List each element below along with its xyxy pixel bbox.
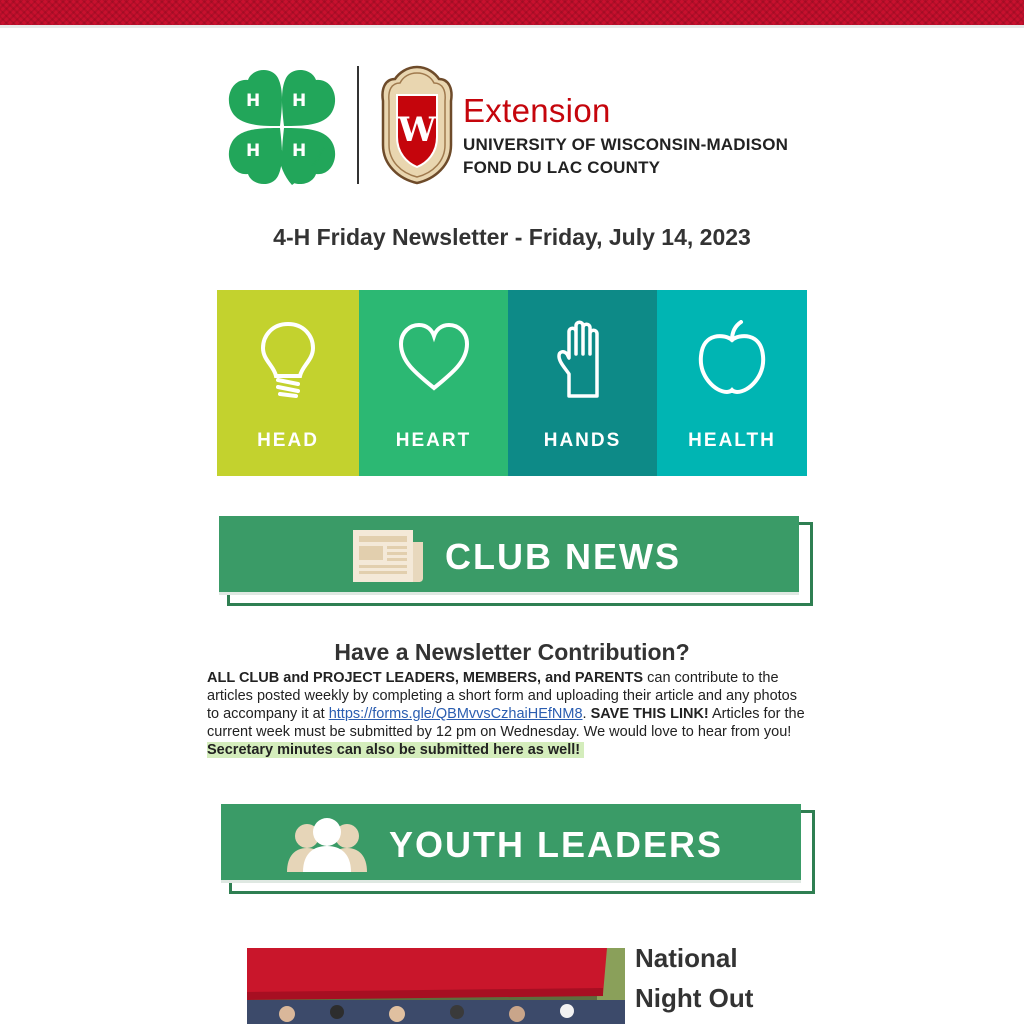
truncated-text-fragment (635, 1018, 775, 1028)
save-this-link-text: SAVE THIS LINK! (586, 706, 709, 722)
top-bar-shadow (0, 25, 1024, 28)
newspaper-icon (351, 528, 425, 584)
national-night-out-title-line2: Night Out (635, 983, 754, 1013)
logo-divider (357, 66, 359, 184)
university-name: UNIVERSITY OF WISCONSIN-MADISON (463, 135, 789, 154)
svg-text:H: H (292, 141, 307, 161)
club-news-title: CLUB NEWS (445, 536, 681, 577)
four-h-banner (217, 290, 807, 476)
youth-leaders-banner (221, 804, 813, 892)
svg-text:H: H (246, 91, 261, 111)
national-night-out-photo (247, 948, 625, 1024)
apple-icon (697, 320, 767, 396)
h-label-head: HEAD (257, 430, 319, 451)
contribution-form-link[interactable]: https://forms.gle/QBMvvsCzhaiHEfNM8 (328, 706, 583, 722)
contribution-body (207, 669, 807, 759)
uw-crest-logo (379, 65, 455, 185)
h-tile-hands (508, 290, 657, 476)
contribution-period: . (582, 706, 587, 722)
h-tile-heart (359, 290, 508, 476)
contribution-text-1: can contribute to the articles posted weekly by completing a short form and uploading their article and any photos to accompany it at (207, 670, 797, 722)
national-night-out-title-line1: National (635, 943, 738, 973)
extension-title: Extension (463, 92, 611, 129)
svg-text:H: H (246, 141, 261, 161)
contribution-text-2: Articles for the current week must be submitted by 12 pm on Wednesday. We would love to hear from you! (207, 706, 805, 740)
county-name: FOND DU LAC COUNTY (463, 158, 661, 177)
contribution-bold-intro: ALL CLUB and PROJECT LEADERS, MEMBERS, and PARENTS (207, 670, 644, 686)
h-label-hands: HANDS (543, 430, 622, 451)
club-news-banner (219, 516, 811, 604)
h-tile-head (217, 290, 359, 476)
event-photo-illustration (247, 948, 625, 1024)
h-label-health: HEALTH (688, 430, 776, 451)
newsletter-title: 4-H Friday Newsletter - Friday, July 14, 2023 (273, 224, 751, 250)
banner-front-panel (219, 516, 799, 592)
h-label-heart: HEART (395, 430, 472, 451)
hand-icon (555, 320, 611, 400)
h-tile-health (657, 290, 807, 476)
clover-trademark-text: THE H4-H (310, 146, 328, 169)
svg-text:W: W (397, 110, 437, 150)
secretary-minutes-note: Secretary minutes can also be submitted here as well! (207, 742, 584, 758)
4h-clover-logo (222, 64, 342, 186)
lightbulb-icon (258, 320, 318, 400)
heart-icon (397, 320, 471, 394)
contribution-heading: Have a Newsletter Contribution? (334, 639, 690, 665)
youth-leaders-title: YOUTH LEADERS (389, 824, 724, 865)
svg-text:H: H (292, 91, 307, 111)
banner-front-panel (221, 804, 801, 880)
top-decorative-bar (0, 0, 1024, 25)
people-group-icon (285, 816, 369, 874)
